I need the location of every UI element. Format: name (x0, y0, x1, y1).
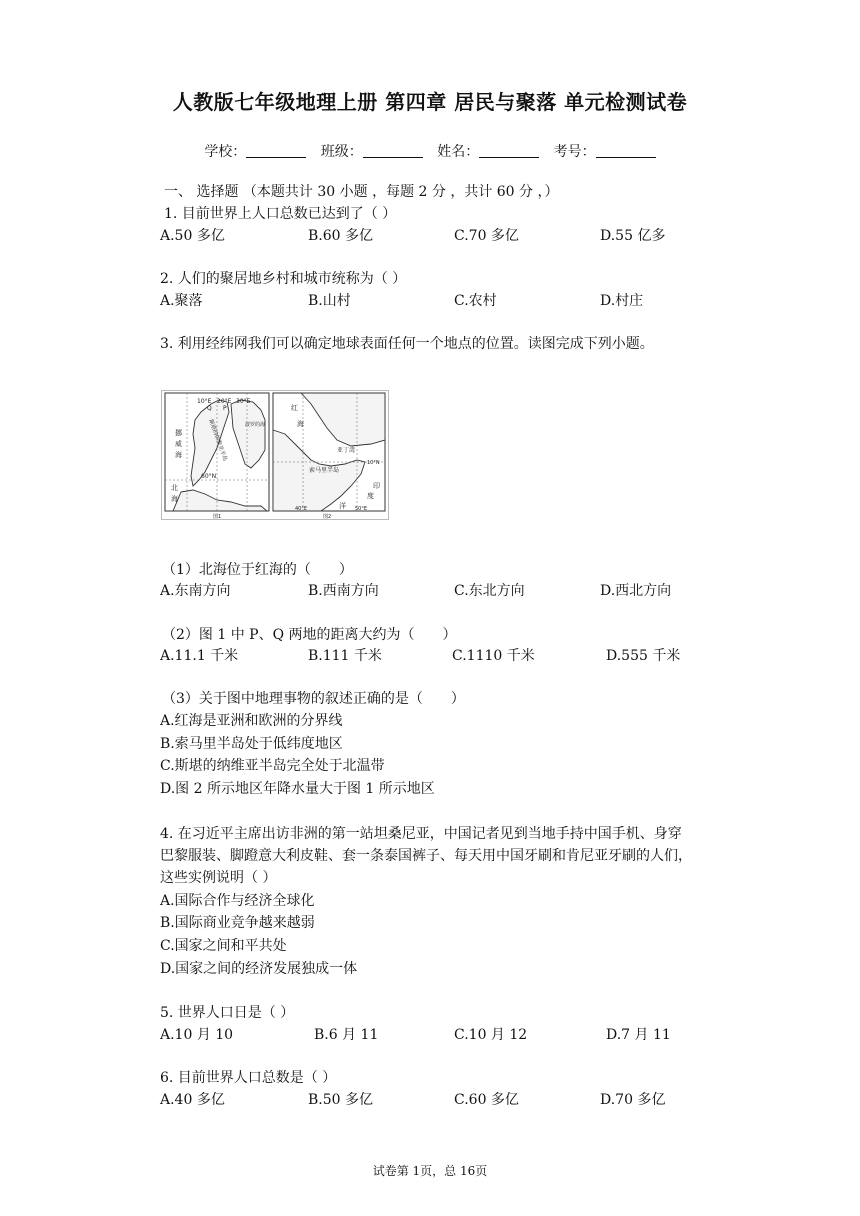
q1-option-b: B.60 多亿 (308, 228, 374, 244)
q6-option-d: D.70 多亿 (600, 1092, 666, 1108)
q3-2-option-d: D.555 千米 (606, 648, 681, 664)
map-figure (161, 390, 389, 520)
q1-option-a: A.50 多亿 (160, 228, 225, 244)
q1-option-d: D.55 亿多 (600, 228, 666, 244)
school-label: 学校： (204, 144, 247, 160)
q4-option-b: B.国际商业竞争越来越弱 (160, 915, 315, 931)
q3-1-stem: （1）北海位于红海的（ ） (162, 562, 353, 578)
fig1-point-q: Q (207, 405, 212, 412)
fig2-red-sea-1: 红 (291, 404, 298, 412)
q4-stem-line-2: 巴黎服装、脚蹬意大利皮鞋、套一条泰国裤子、每天用中国牙刷和肯尼亚牙刷的人们， (160, 848, 692, 864)
q5-option-b: B.6 月 11 (314, 1027, 379, 1043)
section-heading: 一、 选择题 （本题共计 30 小题 ，每题 2 分 ，共计 60 分 ，） (164, 184, 559, 200)
fig1-north-sea-2: 海 (171, 495, 178, 503)
q5-option-c: C.10 月 12 (454, 1027, 528, 1043)
q3-1-option-d: D.西北方向 (600, 583, 672, 599)
fig2-lon-40: 40°E (295, 506, 308, 512)
fig2-indian-ocean-1: 印 (373, 482, 380, 490)
q3-1-option-c: C.东北方向 (454, 583, 525, 599)
q2-option-b: B.山村 (308, 293, 351, 309)
fig1-lat-60: 60°N (201, 473, 217, 480)
fig1-lon-30: 30°E (236, 398, 251, 405)
q5-stem: 5. 世界人口日是（ ） (160, 1005, 295, 1021)
fig1-norway-sea-3: 海 (175, 451, 182, 459)
fig2-indian-ocean-2: 度 (367, 492, 374, 500)
q3-3-option-d: D.图 2 所示地区年降水量大于图 1 所示地区 (160, 781, 435, 797)
school-blank (246, 143, 306, 158)
class-blank (363, 143, 423, 158)
q3-1-option-a: A.东南方向 (160, 583, 231, 599)
fig1-lon-10: 10°E (197, 398, 212, 405)
q3-stem: 3. 利用经纬网我们可以确定地球表面任何一个地点的位置。读图完成下列小题。 (160, 336, 654, 352)
q2-option-c: C.农村 (454, 293, 497, 309)
fig2-aden: 亚丁湾 (337, 447, 356, 454)
q3-3-option-b: B.索马里半岛处于低纬度地区 (160, 736, 343, 752)
number-label: 考号： (553, 144, 596, 160)
q4-option-d: D.国家之间的经济发展独成一体 (160, 961, 358, 977)
page-title: 人教版七年级地理上册 第四章 居民与聚落 单元检测试卷 (172, 90, 688, 114)
q5-option-a: A.10 月 10 (160, 1027, 234, 1043)
q3-3-stem: （3）关于图中地理事物的叙述正确的是（ ） (162, 691, 465, 707)
fig2-indian-ocean-3: 洋 (339, 502, 346, 510)
name-label: 姓名： (437, 144, 480, 160)
fig1-baltic: 波罗的海 (245, 422, 266, 428)
page-footer: 试卷第 1页，总 16页 (372, 1164, 488, 1178)
q3-2-stem: （2）图 1 中 P、Q 两地的距离大约为（ ） (162, 627, 457, 643)
number-blank (596, 143, 656, 158)
q4-stem-line-1: 4. 在习近平主席出访非洲的第一站坦桑尼亚，中国记者见到当地手持中国手机、身穿 (160, 826, 682, 842)
q3-2-option-c: C.1110 千米 (452, 648, 535, 664)
q1-option-c: C.70 多亿 (454, 228, 519, 244)
q6-stem: 6. 目前世界人口总数是（ ） (160, 1070, 337, 1086)
fig2-lon-50: 50°E (355, 506, 368, 512)
q5-option-d: D.7 月 11 (606, 1027, 671, 1043)
fig1-peninsula: 斯堪的纳维亚半岛 (207, 418, 228, 463)
q3-2-option-b: B.111 千米 (308, 648, 382, 664)
fig2-label: 图2 (323, 514, 332, 520)
q3-3-option-a: A.红海是亚洲和欧洲的分界线 (160, 713, 343, 729)
q4-stem-line-3: 这些实例说明（ ） (160, 870, 277, 886)
q6-option-a: A.40 多亿 (160, 1092, 225, 1108)
fig1-lon-20: 20°E (217, 398, 232, 405)
q3-2-option-a: A.11.1 千米 (160, 648, 239, 664)
q1-stem: 1. 目前世界上人口总数已达到了（ ） (164, 206, 397, 222)
fig1-norway-sea-1: 挪 (175, 429, 182, 437)
fig1-label: 图1 (213, 514, 222, 520)
student-info-line (0, 141, 860, 161)
fig2-somali: 索马里半岛 (309, 467, 340, 474)
q2-option-a: A.聚落 (160, 293, 203, 309)
q6-option-b: B.50 多亿 (308, 1092, 374, 1108)
q3-3-option-c: C.斯堪的纳维亚半岛完全处于北温带 (160, 758, 385, 774)
fig2-red-sea-2: 海 (297, 420, 304, 428)
fig1-norway-sea-2: 威 (175, 440, 182, 448)
class-label: 班级： (320, 144, 363, 160)
q4-option-a: A.国际合作与经济全球化 (160, 893, 315, 909)
name-blank (479, 143, 539, 158)
fig1-north-sea-1: 北 (171, 484, 178, 492)
fig1-point-p: P (223, 405, 227, 412)
fig2-lat-10: 10°N (367, 460, 380, 466)
q6-option-c: C.60 多亿 (454, 1092, 519, 1108)
q3-1-option-b: B.西南方向 (308, 583, 379, 599)
q4-option-c: C.国家之间和平共处 (160, 938, 287, 954)
q2-stem: 2. 人们的聚居地乡村和城市统称为（ ） (160, 271, 407, 287)
q2-option-d: D.村庄 (600, 293, 644, 309)
